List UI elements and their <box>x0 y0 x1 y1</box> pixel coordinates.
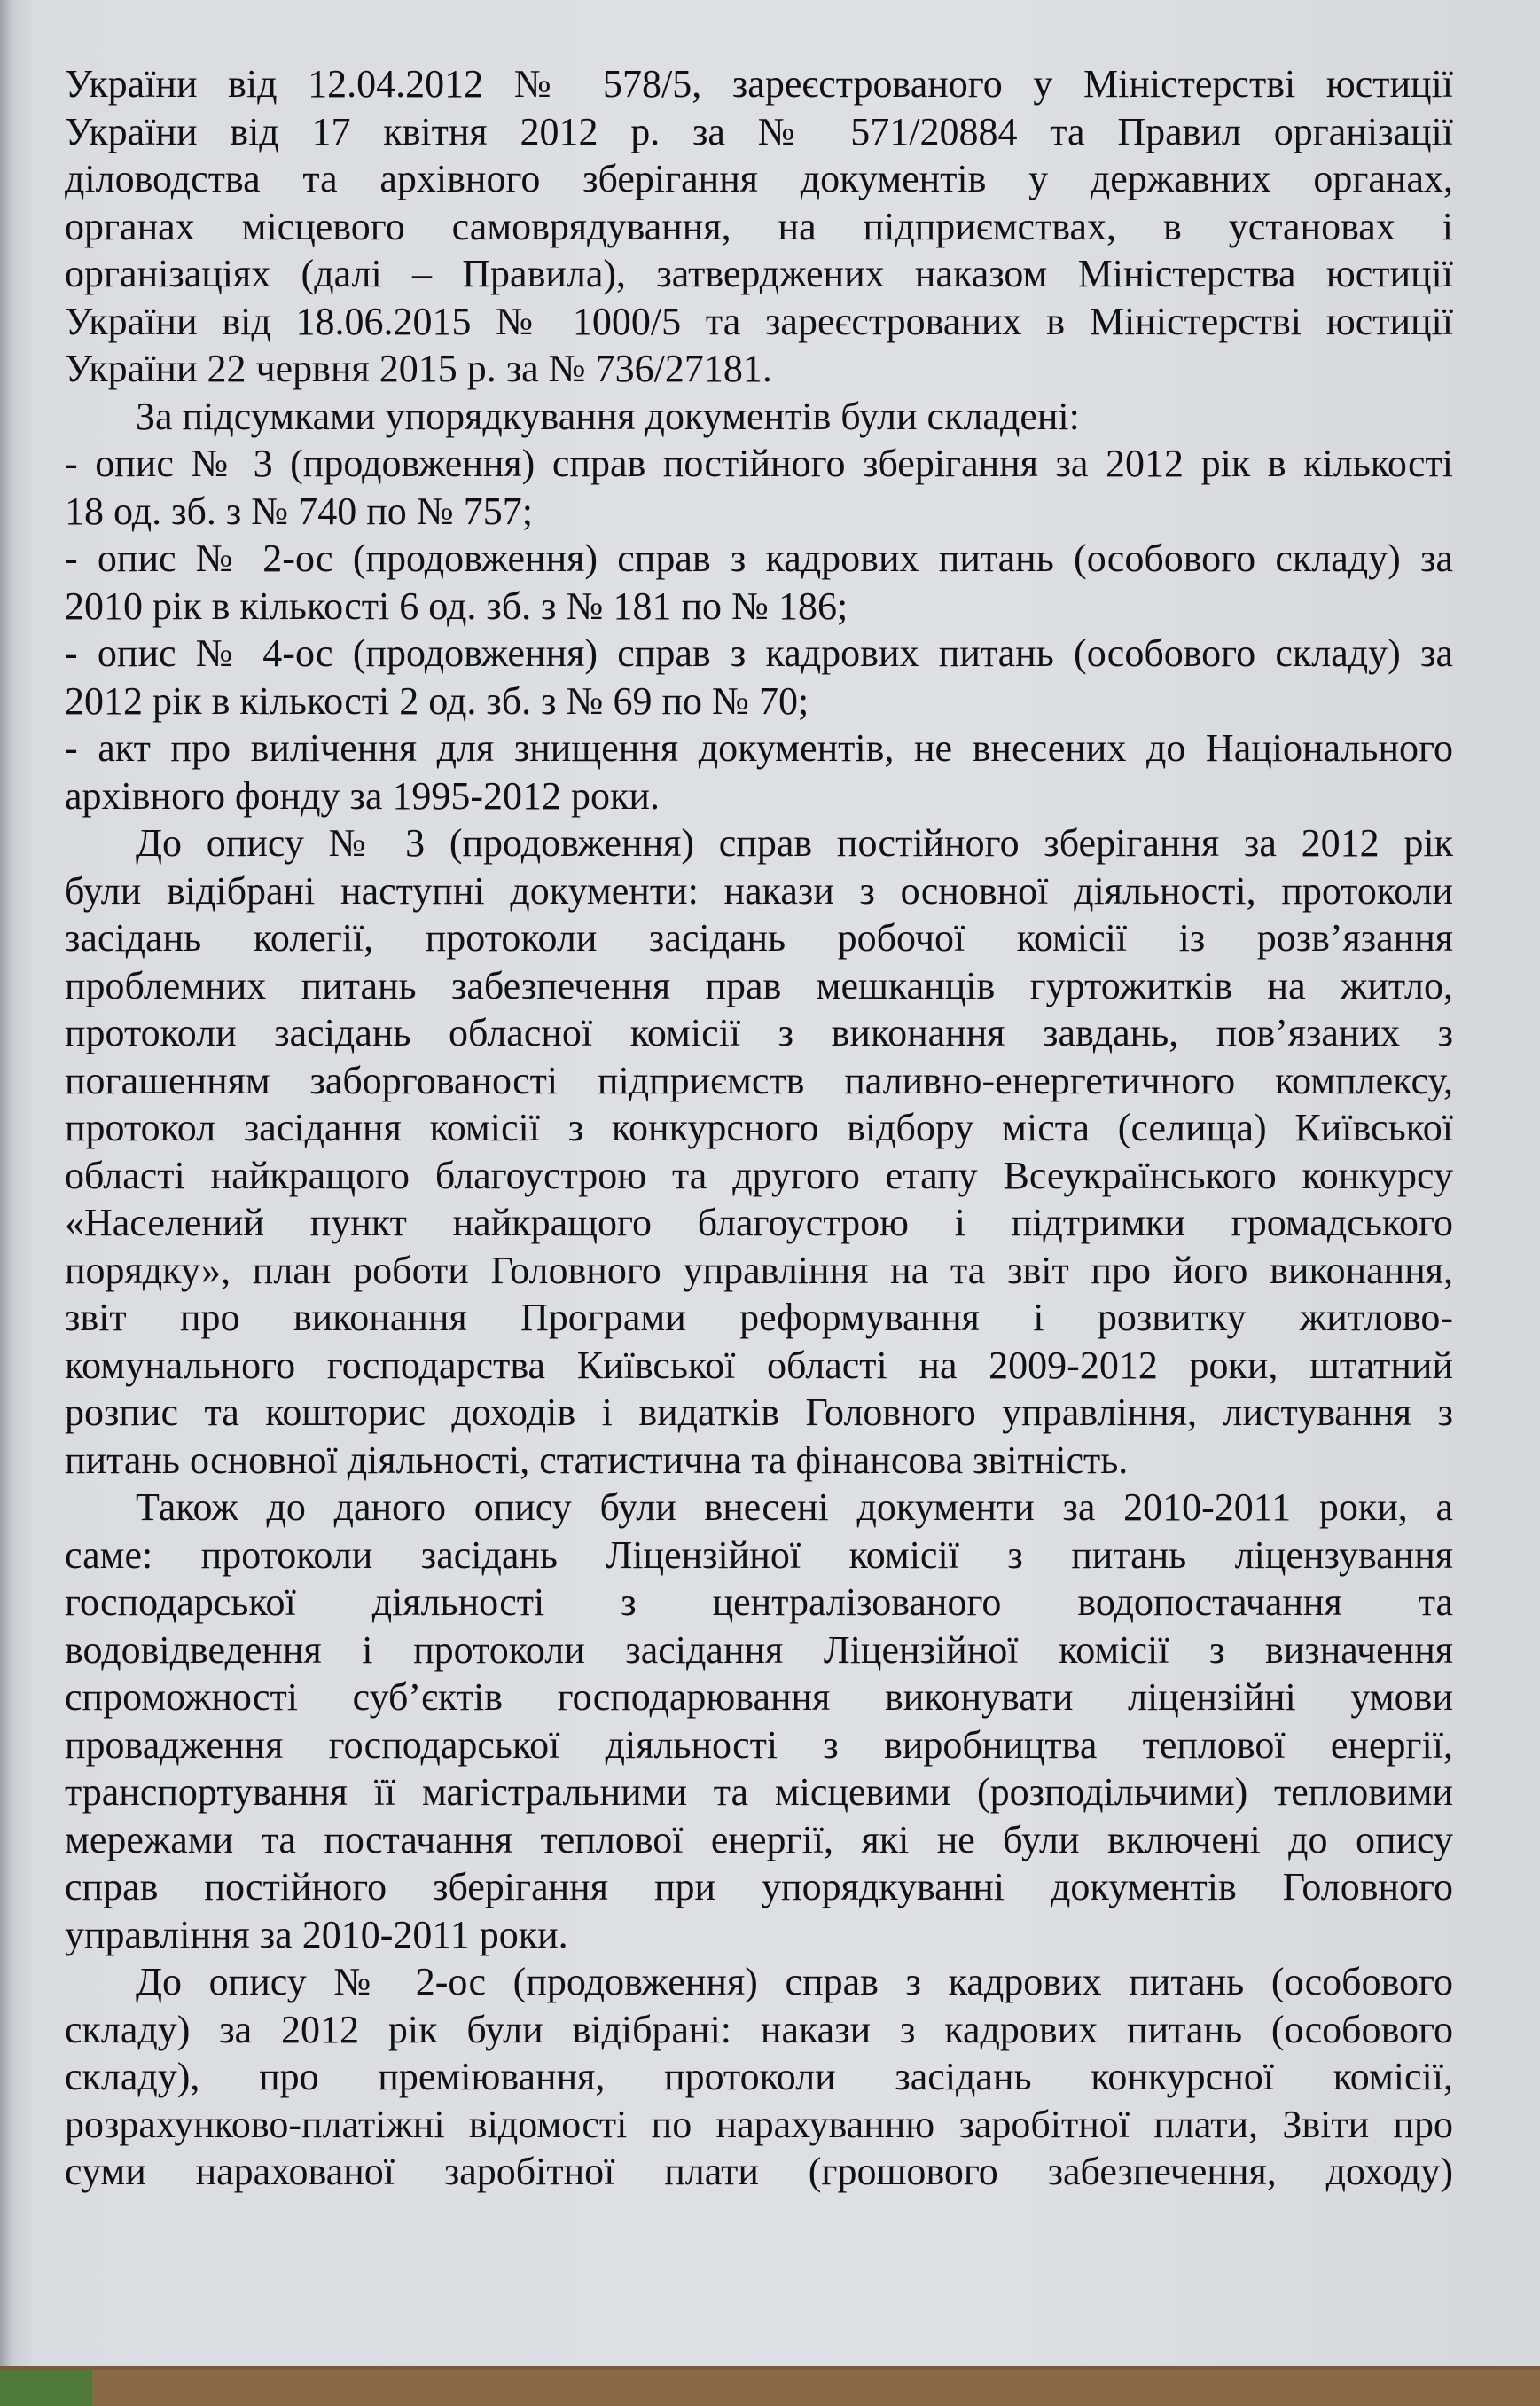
text-line: органах місцевого самоврядування, на підприємствах, в установах і <box>65 204 1453 248</box>
text-line: спроможності суб’єктів господарювання виконувати ліцензійні умови <box>65 1675 1453 1719</box>
text-line: господарської діяльності з централізованого водопостачання та <box>65 1580 1453 1624</box>
green-cloth-background <box>0 2370 92 2406</box>
document-body <box>65 60 1453 2196</box>
list-item-line: 18 од. зб. з № 740 по № 757; <box>65 489 533 533</box>
text-line: України 22 червня 2015 р. за № 736/27181. <box>65 347 772 390</box>
text-line: погашенням заборгованості підприємств паливно-енергетичного комплексу, <box>65 1058 1453 1102</box>
text-line: транспортування її магістральними та місцевими (розподільчими) тепловими <box>65 1770 1453 1814</box>
text-line: звіт про виконання Програми реформування і розвитку житлово- <box>65 1296 1453 1339</box>
text-line: справ постійного зберігання при упорядкуванні документів Головного <box>65 1865 1453 1908</box>
paragraph-start-line: За підсумками упорядкування документів були складені: <box>136 394 1080 438</box>
text-line: складу) за 2012 рік були відібрані: накази з кадрових питань (особового <box>65 2007 1453 2051</box>
text-line: мережами та постачання теплової енергії, які не були включені до опису <box>65 1817 1453 1861</box>
text-line: «Населений пункт найкращого благоустрою і підтримки громадського <box>65 1201 1453 1244</box>
text-line: питань основної діяльності, статистична та фінансова звітність. <box>65 1438 1129 1482</box>
text-line: України від 12.04.2012 № 578/5, зареєстрованого у Міністерстві юстиції <box>65 62 1453 106</box>
text-line: управління за 2010-2011 роки. <box>65 1912 568 1956</box>
wooden-table-background <box>92 2370 1540 2406</box>
paragraph-start-line: До опису № 2-ос (продовження) справ з кадрових питань (особового <box>136 1960 1453 2003</box>
text-line: України від 17 квітня 2012 р. за № 571/20884 та Правил організації <box>65 109 1453 153</box>
text-line: проблемних питань забезпечення прав мешканців гуртожитків на житло, <box>65 963 1453 1007</box>
text-line: діловодства та архівного зберігання документів у державних органах, <box>65 157 1453 200</box>
text-line: розрахунково-платіжні відомості по нарахуванню заробітної плати, Звіти про <box>65 2102 1453 2146</box>
text-line: порядку», план роботи Головного управління на та звіт про його виконання, <box>65 1248 1453 1292</box>
text-line: комунального господарства Київської області на 2009-2012 роки, штатний <box>65 1343 1453 1387</box>
text-line: засідань колегії, протоколи засідань робочої комісії із розв’язання <box>65 916 1453 960</box>
list-item-line: - акт про вилічення для знищення документів, не внесених до Національного <box>65 726 1453 770</box>
text-line: області найкращого благоустрою та другого етапу Всеукраїнського конкурсу <box>65 1153 1453 1197</box>
text-line: суми нарахованої заробітної плати (грошового забезпечення, доходу) <box>65 2150 1453 2193</box>
list-item-line: - опис № 4-ос (продовження) справ з кадрових питань (особового складу) за <box>65 631 1453 675</box>
text-line: організаціях (далі – Правила), затверджених наказом Міністерства юстиції <box>65 252 1453 295</box>
list-item-line: архівного фонду за 1995-2012 роки. <box>65 773 660 818</box>
paragraph-start-line: До опису № 3 (продовження) справ постійного зберігання за 2012 рік <box>136 821 1453 865</box>
text-line: водовідведення і протоколи засідання Ліцензійної комісії з визначення <box>65 1627 1453 1672</box>
text-line: України від 18.06.2015 № 1000/5 та зареєстрованих в Міністерстві юстиції <box>65 299 1453 343</box>
text-line: протокол засідання комісії з конкурсного відбору міста (селища) Київської <box>65 1106 1453 1149</box>
text-line: розпис та кошторис доходів і видатків Головного управління, листування з <box>65 1391 1453 1434</box>
text-line: провадження господарської діяльності з виробництва теплової енергії, <box>65 1722 1453 1767</box>
list-item-line: - опис № 3 (продовження) справ постійного зберігання за 2012 рік в кількості <box>65 442 1453 485</box>
list-item-line: 2010 рік в кількості 6 од. зб. з № 181 по № 186; <box>65 584 848 628</box>
text-line: саме: протоколи засідань Ліцензійної комісії з питань ліцензування <box>65 1532 1453 1577</box>
text-line: були відібрані наступні документи: накази з основної діяльності, протоколи <box>65 868 1453 913</box>
text-line: протоколи засідань обласної комісії з виконання завдань, пов’язаних з <box>65 1011 1453 1054</box>
list-item-line: 2012 рік в кількості 2 од. зб. з № 69 по № 70; <box>65 678 809 723</box>
paragraph-start-line: Також до даного опису були внесені документи за 2010-2011 роки, а <box>136 1485 1453 1529</box>
list-item-line: - опис № 2-ос (продовження) справ з кадрових питань (особового складу) за <box>65 537 1453 580</box>
text-line: складу), про преміювання, протоколи засідань конкурсної комісії, <box>65 2055 1453 2098</box>
